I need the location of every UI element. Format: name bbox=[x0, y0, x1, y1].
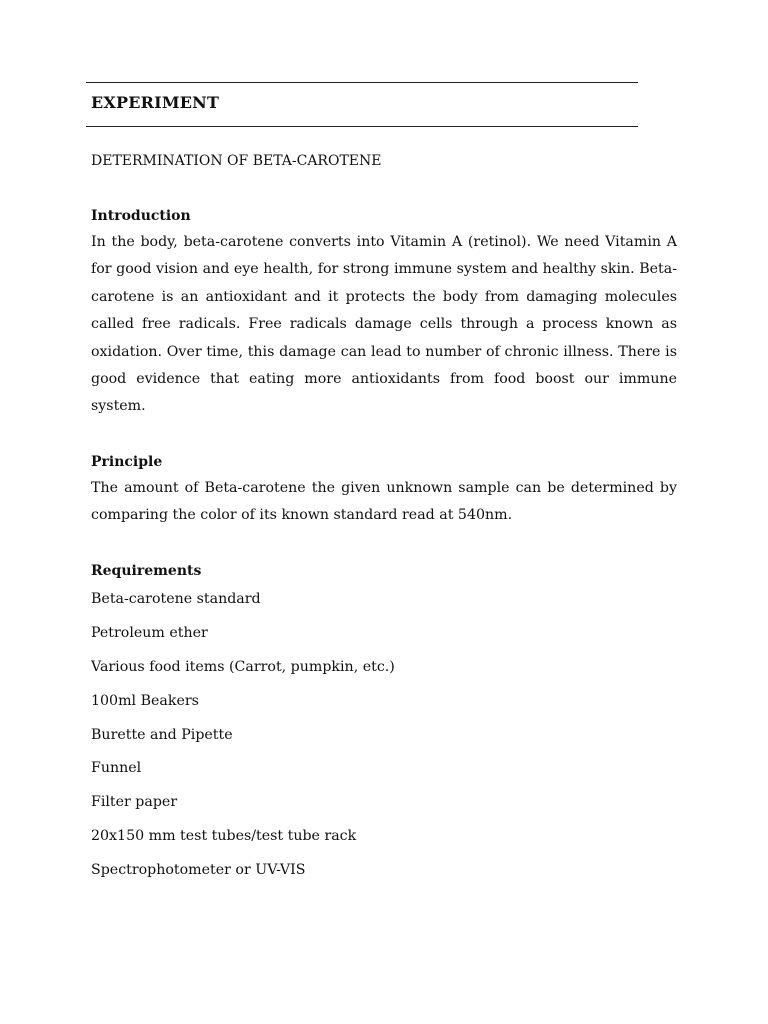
requirement-item: Spectrophotometer or UV-VIS bbox=[91, 862, 306, 879]
requirement-item: Petroleum ether bbox=[91, 624, 208, 641]
requirement-item: Burette and Pipette bbox=[91, 726, 233, 743]
header-top-rule bbox=[86, 82, 638, 83]
requirement-item: 20x150 mm test tubes/test tube rack bbox=[91, 828, 357, 845]
requirements-list bbox=[91, 589, 395, 894]
header-bottom-rule bbox=[86, 126, 638, 127]
requirements-heading: Requirements bbox=[91, 563, 202, 579]
principle-heading: Principle bbox=[91, 454, 163, 470]
introduction-heading: Introduction bbox=[91, 208, 191, 224]
requirement-item: Various food items (Carrot, pumpkin, etc.) bbox=[91, 658, 395, 675]
introduction-paragraph: In the body, beta-carotene converts into Vitamin A (retinol). We need Vitamin A for good vision and eye health, for strong immune system and healthy skin. Beta-carotene is an antioxidant and it protects the body from damaging molecules called free radicals. Free radicals damage cells through a process known as oxidation. Over time, this damage can lead to number of chronic illness. There is good evidence that eating more antioxidants from food boost our immune system. bbox=[91, 234, 677, 415]
document-title: DETERMINATION OF BETA-CAROTENE bbox=[91, 153, 382, 169]
header-title: EXPERIMENT bbox=[91, 93, 220, 112]
principle-paragraph: The amount of Beta-carotene the given unknown sample can be determined by comparing the color of its known standard read at 540nm. bbox=[91, 480, 677, 524]
requirement-item: Funnel bbox=[91, 760, 142, 777]
requirement-item: Filter paper bbox=[91, 794, 178, 811]
requirement-item: Beta-carotene standard bbox=[91, 591, 261, 607]
requirement-item: 100ml Beakers bbox=[91, 692, 199, 709]
